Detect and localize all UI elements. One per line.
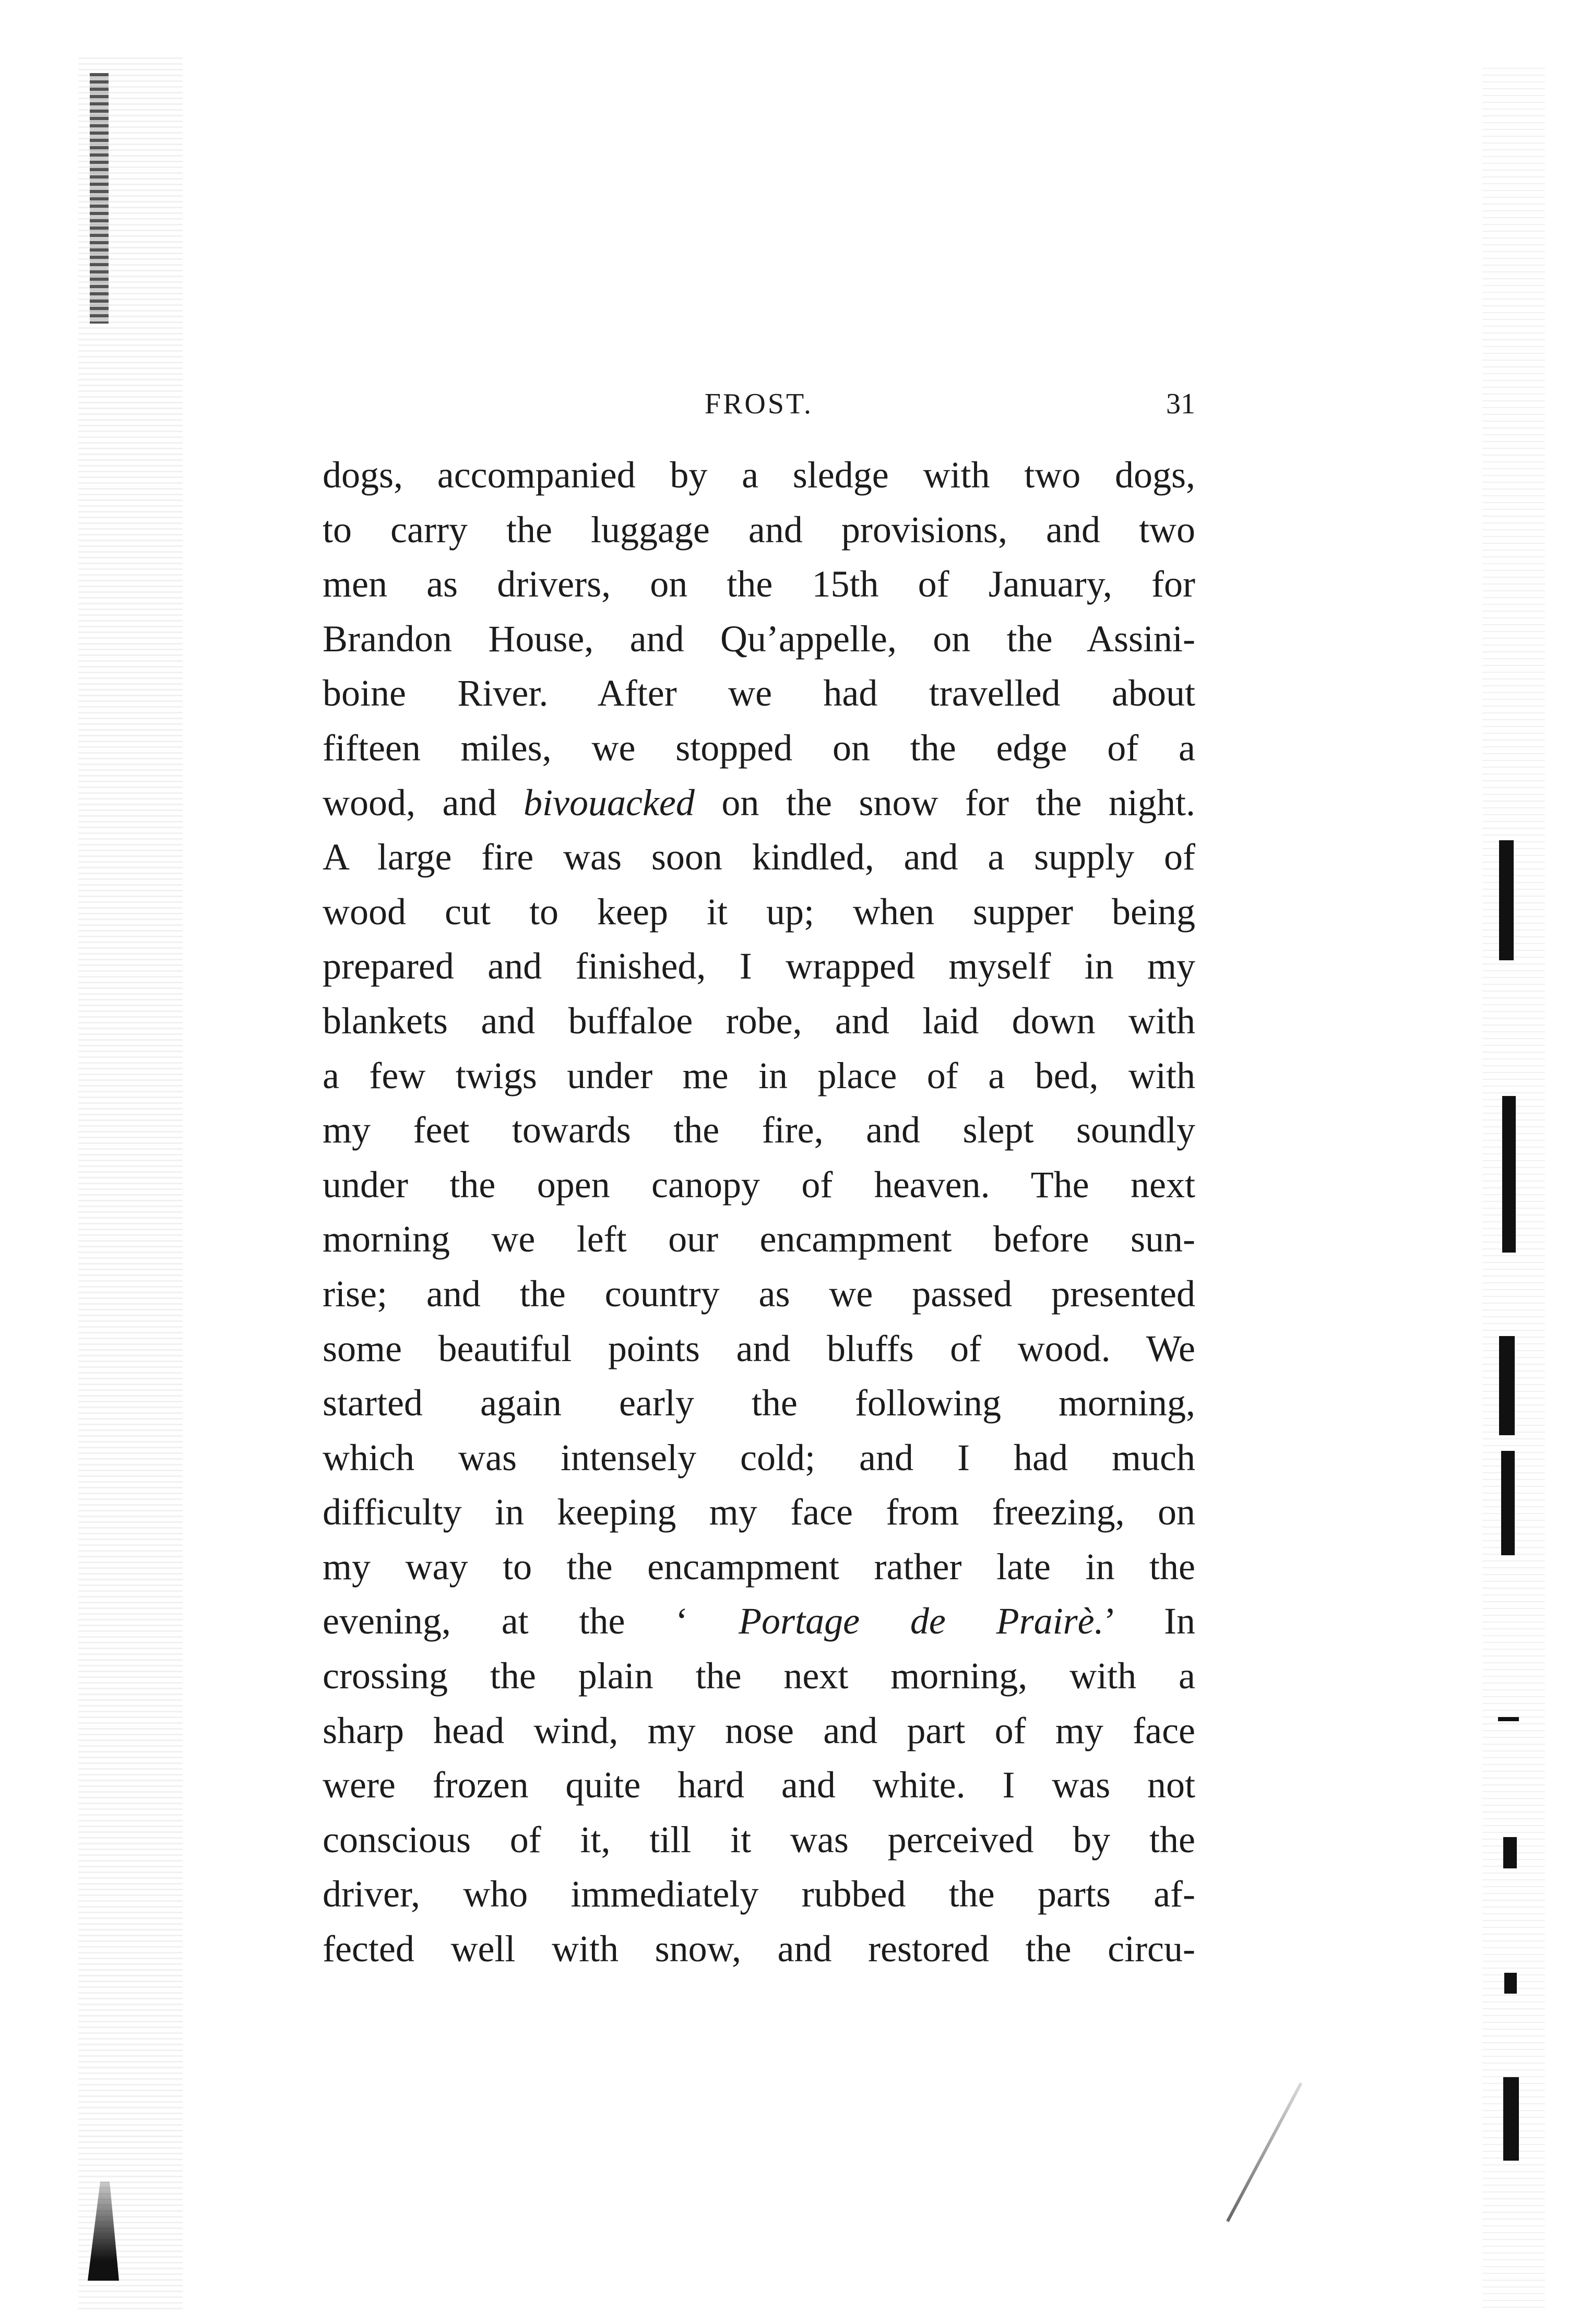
- text-line: morning we left our encampment before sun-: [323, 1218, 1195, 1260]
- text-line: under the open canopy of heaven. The next: [323, 1163, 1195, 1206]
- scan-edge-mark: [1501, 1451, 1515, 1555]
- text-line: some beautiful points and bluffs of wood. We: [323, 1327, 1195, 1369]
- text-line: conscious of it, till it was perceived by the: [323, 1818, 1195, 1861]
- running-head: FROST.: [704, 388, 814, 420]
- scan-binding-shadow-top: [90, 73, 109, 324]
- text-run: wood, and: [323, 781, 524, 824]
- page-number: 31: [1166, 388, 1195, 420]
- text-run: on the snow for the night.: [694, 781, 1195, 824]
- italic-text-run: Portage de Prairè.: [739, 1600, 1104, 1642]
- text-line: [323, 1594, 1195, 1649]
- scan-edge-mark: [1499, 840, 1514, 960]
- text-line: prepared and finished, I wrapped myself in my: [323, 945, 1195, 987]
- scan-edge-mark: [1503, 2077, 1519, 2161]
- text-line: driver, who immediately rubbed the parts af-: [323, 1873, 1195, 1915]
- text-line: [323, 776, 1195, 830]
- italic-text-run: bivouacked: [524, 781, 695, 824]
- text-line: fifteen miles, we stopped on the edge of a: [323, 726, 1195, 769]
- text-line: were frozen quite hard and white. I was not: [323, 1764, 1195, 1806]
- text-line: sharp head wind, my nose and part of my face: [323, 1709, 1195, 1751]
- page-header: [323, 376, 1195, 433]
- text-line: my feet towards the fire, and slept soundly: [323, 1109, 1195, 1151]
- text-line: blankets and buffaloe robe, and laid down with: [323, 999, 1195, 1042]
- text-line: a few twigs under me in place of a bed, with: [323, 1054, 1195, 1097]
- text-line: started again early the following morning,: [323, 1382, 1195, 1424]
- text-line: Brandon House, and Qu’appelle, on the Assini-: [323, 617, 1195, 660]
- text-line: fected well with snow, and restored the circu-: [323, 1928, 1195, 1970]
- text-line: to carry the luggage and provisions, and two: [323, 508, 1195, 551]
- text-line: wood cut to keep it up; when supper being: [323, 890, 1195, 933]
- text-line: my way to the encampment rather late in the: [323, 1545, 1195, 1588]
- text-line: difficulty in keeping my face from freezing, on: [323, 1491, 1195, 1533]
- scan-edge-mark: [1504, 1973, 1517, 1994]
- text-line: rise; and the country as we passed presented: [323, 1272, 1195, 1315]
- text-line: boine River. After we had travelled about: [323, 672, 1195, 714]
- text-run: evening, at the ‘: [323, 1600, 739, 1642]
- text-line: A large fire was soon kindled, and a supply of: [323, 836, 1195, 878]
- text-line: crossing the plain the next morning, with a: [323, 1655, 1195, 1697]
- scan-edge-mark: [1503, 1837, 1517, 1868]
- body-text: [323, 448, 1195, 1976]
- scan-edge-mark: [1498, 1717, 1519, 1721]
- pencil-mark: [1226, 2082, 1302, 2222]
- text-run: ’ In: [1103, 1600, 1195, 1642]
- text-line: dogs, accompanied by a sledge with two dogs,: [323, 454, 1195, 496]
- text-line: which was intensely cold; and I had much: [323, 1436, 1195, 1479]
- scan-edge-left: [78, 57, 183, 2312]
- text-line: men as drivers, on the 15th of January, for: [323, 563, 1195, 605]
- scan-edge-mark: [1499, 1336, 1515, 1435]
- scan-edge-mark: [1502, 1096, 1516, 1253]
